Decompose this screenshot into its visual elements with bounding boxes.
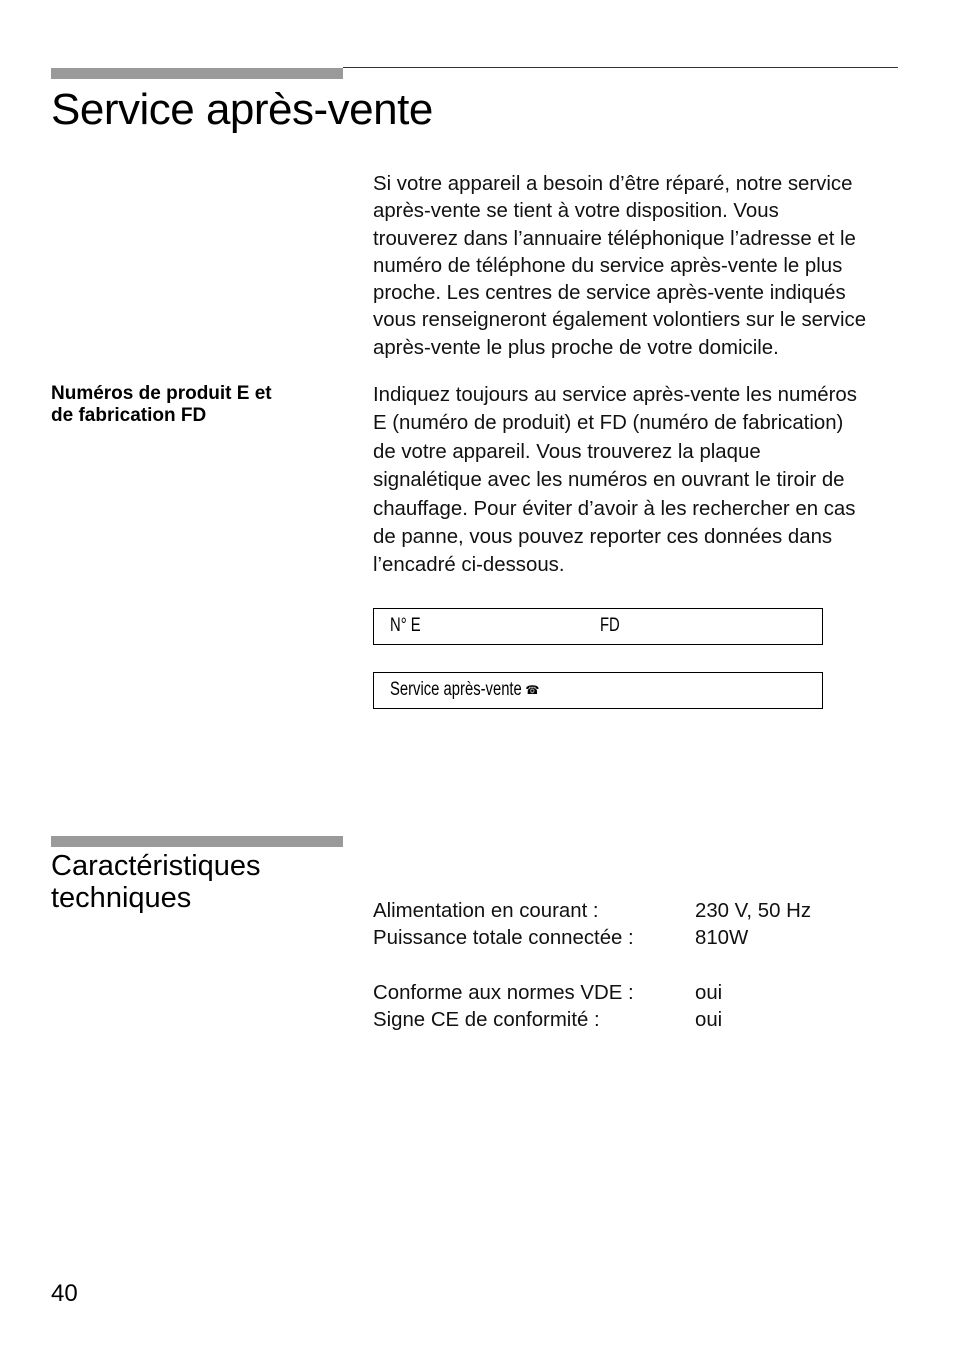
spec-value: 230 V, 50 Hz xyxy=(695,900,812,922)
product-numbers-paragraph xyxy=(373,381,918,580)
page-number: 40 xyxy=(51,1280,78,1307)
product-line: Indiquez toujours au service après-vente les numéros xyxy=(373,384,857,406)
spec-value: oui xyxy=(695,981,723,1004)
product-number-box[interactable] xyxy=(373,608,823,645)
header-bar-thick xyxy=(51,68,343,79)
spec-label: Puissance totale connectée : xyxy=(373,927,634,950)
spec-label: Signe CE de conformité : xyxy=(373,1008,600,1031)
specs-bar-thick xyxy=(51,836,343,847)
intro-line: proche. Les centres de service après-vente indiqués xyxy=(373,282,846,305)
spec-value: 810W xyxy=(695,927,749,950)
heading-line: Numéros de produit E et xyxy=(51,383,272,404)
product-numbers-heading xyxy=(51,383,351,427)
page-title: Service après-vente xyxy=(51,85,433,134)
service-phone-box[interactable] xyxy=(373,672,823,709)
spec-row xyxy=(373,1007,811,1034)
service-intro-paragraph xyxy=(373,171,918,362)
intro-line: vous renseigneront également volontiers sur le service xyxy=(373,309,867,332)
product-line: de panne, vous pouvez reporter ces données dans xyxy=(373,526,833,549)
product-line: l’encadré ci-dessous. xyxy=(373,554,565,577)
spec-value: oui xyxy=(695,1008,723,1031)
intro-line: Si votre appareil a besoin d’être réparé, notre service xyxy=(373,173,853,195)
intro-line: numéro de téléphone du service après-vente le plus xyxy=(373,254,843,277)
spec-gap xyxy=(373,953,811,980)
product-line: chauffage. Pour éviter d’avoir à les rechercher en cas xyxy=(373,497,856,520)
product-line: E (numéro de produit) et FD (numéro de fabrication) xyxy=(373,412,844,435)
e-number-label: N° E xyxy=(390,615,421,636)
header-rule-thin xyxy=(343,67,898,68)
intro-line: après-vente le plus proche de votre domicile. xyxy=(373,336,779,359)
telephone-icon: ☎ xyxy=(525,683,540,697)
product-line: signalétique avec les numéros en ouvrant le tiroir de xyxy=(373,469,845,492)
spec-row xyxy=(373,925,811,952)
spec-label: Alimentation en courant : xyxy=(373,900,599,922)
product-line: de votre appareil. Vous trouverez la plaque xyxy=(373,440,761,463)
intro-line: après-vente se tient à votre disposition. Vous xyxy=(373,200,779,223)
service-phone-label xyxy=(390,679,538,701)
heading-line: de fabrication FD xyxy=(51,405,207,426)
service-label-text: Service après-vente xyxy=(390,679,522,701)
specs-table xyxy=(373,898,811,1034)
spec-row xyxy=(373,980,811,1007)
spec-label: Conforme aux normes VDE : xyxy=(373,981,634,1004)
specs-heading: Caractéristiques techniques xyxy=(51,850,261,914)
intro-line: trouverez dans l’annuaire téléphonique l’adresse et le xyxy=(373,227,856,250)
spec-row xyxy=(373,898,811,925)
fd-number-label: FD xyxy=(600,615,620,636)
